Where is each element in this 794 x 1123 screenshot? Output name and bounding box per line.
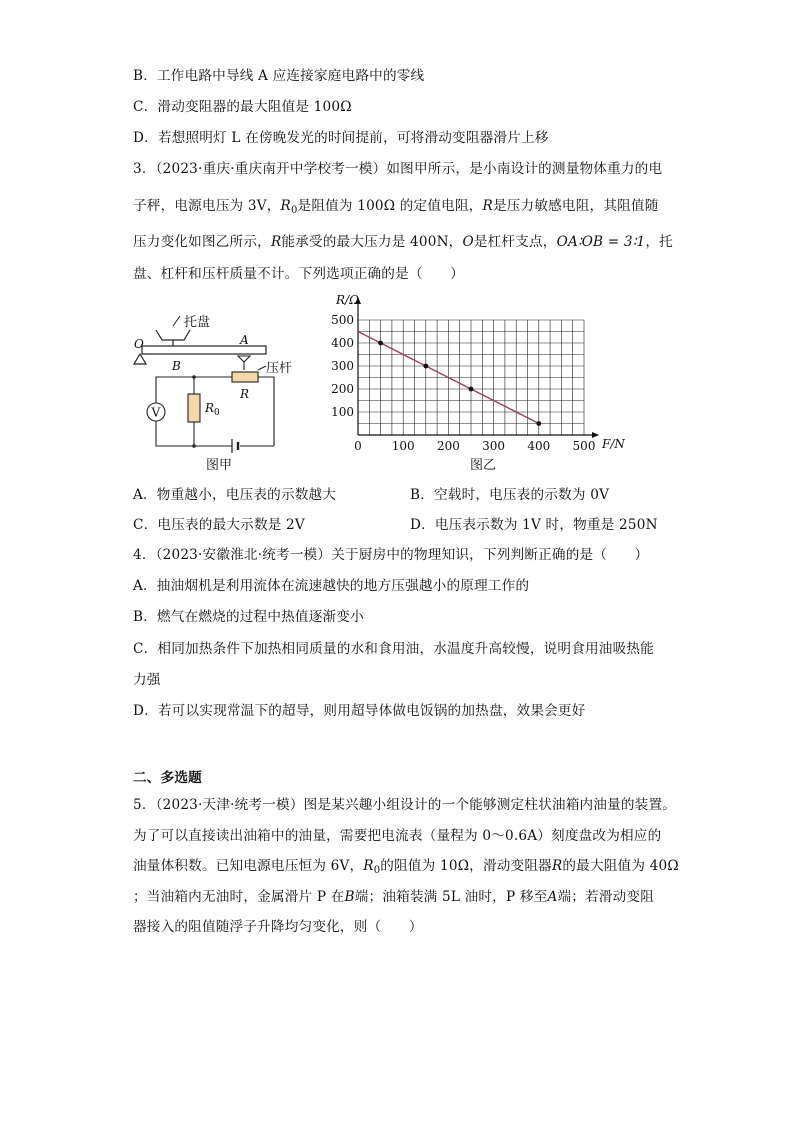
q4-option-d: D．若可以实现常温下的超导，则用超导体做电饭锅的加热盘，效果会更好	[133, 703, 586, 719]
q4-option-a: A．抽油烟机是利用流体在流速越快的地方压强越小的原理工作的	[133, 578, 530, 594]
q3-stem-line4: 盘、杠杆和压杆质量不计。下列选项正确的是（ ）	[133, 266, 465, 282]
label-r0: $R_0$	[205, 401, 220, 418]
tray-pointer	[173, 316, 180, 326]
chart-xlabel: F/N	[602, 437, 625, 451]
q5-stem-line4: ；当油箱内无油时，金属滑片 P 在B端；油箱装满 5L 油时，P 移至A端；若滑动变阻	[133, 889, 655, 905]
q2-option-c: C．滑动变阻器的最大阻值是 100Ω	[133, 99, 352, 115]
tray-shape	[156, 330, 190, 340]
q4-option-c-line1: C．相同加热条件下加热相同质量的水和食用油，水温度升高较慢，说明食用油吸热能	[133, 641, 654, 657]
q5-stem-line1: 5．（2023·天津·统考一模）图是某兴趣小组设计的一个能够测定柱状油箱内油量的装置。	[133, 797, 677, 813]
chart-x-tick-label: 400	[527, 439, 551, 453]
label-v: V	[151, 405, 161, 420]
lever-bar	[142, 346, 266, 354]
q3-stem-line1: 3．（2023·重庆·重庆南开中学校考一模）如图甲所示，是小南设计的测量物体重力的电	[133, 161, 663, 177]
chart-y-tick-label: 200	[331, 382, 354, 396]
q3-stem-line2: 子秤，电源电压为 3V，$R_0$是阻值为 100Ω 的定值电阻，R是压力敏感电阻，其阻值随	[133, 198, 659, 216]
q3-option-c: C．电压表的最大示数是 2V	[133, 517, 305, 533]
chart-x-tick-label: 100	[391, 439, 415, 453]
chart-data-point	[378, 341, 383, 346]
chart-x-tick-label: 0	[354, 439, 362, 453]
chart-ylabel: R/Ω	[336, 293, 360, 307]
q2-option-b: B．工作电路中导线 A 应连接家庭电路中的零线	[133, 68, 425, 84]
chart-data-point	[469, 387, 474, 392]
section-heading-multi-choice: 二、多选题	[133, 770, 202, 786]
q3-option-a: A．物重越小，电压表的示数越大	[133, 487, 337, 503]
chart-data-point	[423, 364, 428, 369]
resistor-r	[232, 372, 258, 382]
q4-stem: 4．（2023·安徽淮北·统考一模）关于厨房中的物理知识，下列判断正确的是（ ）	[133, 547, 649, 563]
chart-x-tick-label: 500	[572, 439, 596, 453]
q3-option-b: B．空载时，电压表的示数为 0V	[410, 487, 610, 503]
chart-x-tick-label: 300	[482, 439, 506, 453]
q5-stem-line5: 器接入的阻值随浮子升降均匀变化，则（ ）	[133, 919, 423, 935]
figure-circuit	[128, 308, 293, 474]
chart-y-tick-label: 100	[331, 405, 354, 419]
label-o: O	[134, 337, 144, 351]
label-tray: 托盘	[184, 315, 211, 330]
label-rod: 压杆	[266, 361, 293, 376]
chart-x-axis-arrow	[592, 432, 599, 438]
chart-y-tick-label: 300	[331, 359, 354, 373]
label-r: R	[240, 387, 250, 401]
resistor-r0	[188, 394, 200, 422]
fulcrum-icon	[134, 354, 146, 364]
figure-chart	[328, 292, 628, 474]
chart-x-tick-label: 200	[436, 439, 460, 453]
label-a: A	[240, 333, 249, 347]
caption-fig-a: 图甲	[206, 458, 233, 473]
press-rod-icon	[238, 356, 250, 362]
label-b: B	[172, 359, 181, 373]
q4-option-b: B．燃气在燃烧的过程中热值逐渐变小	[133, 609, 364, 625]
caption-fig-b: 图乙	[470, 458, 497, 473]
q5-stem-line3: 油量体积数。已知电源电压恒为 6V，$R_0$的阻值为 10Ω，滑动变阻器R的最大阻值为 40Ω	[133, 858, 679, 876]
chart-data-point	[536, 421, 541, 426]
q4-option-c-line2: 力强	[133, 672, 161, 688]
q2-option-d: D．若想照明灯 L 在傍晚发光的时间提前，可将滑动变阻器滑片上移	[133, 130, 549, 146]
q3-option-d: D．电压表示数为 1V 时，物重是 250N	[410, 517, 658, 533]
chart-y-tick-label: 500	[331, 313, 354, 327]
chart-y-tick-label: 400	[331, 336, 354, 350]
q5-stem-line2: 为了可以直接读出油箱中的油量，需要把电流表（量程为 0～0.6A）刻度盘改为相应的	[133, 828, 662, 844]
q3-stem-line3: 压力变化如图乙所示，R能承受的最大压力是 400N，O是杠杆支点，OA∶OB = 3∶1，托	[133, 234, 673, 250]
